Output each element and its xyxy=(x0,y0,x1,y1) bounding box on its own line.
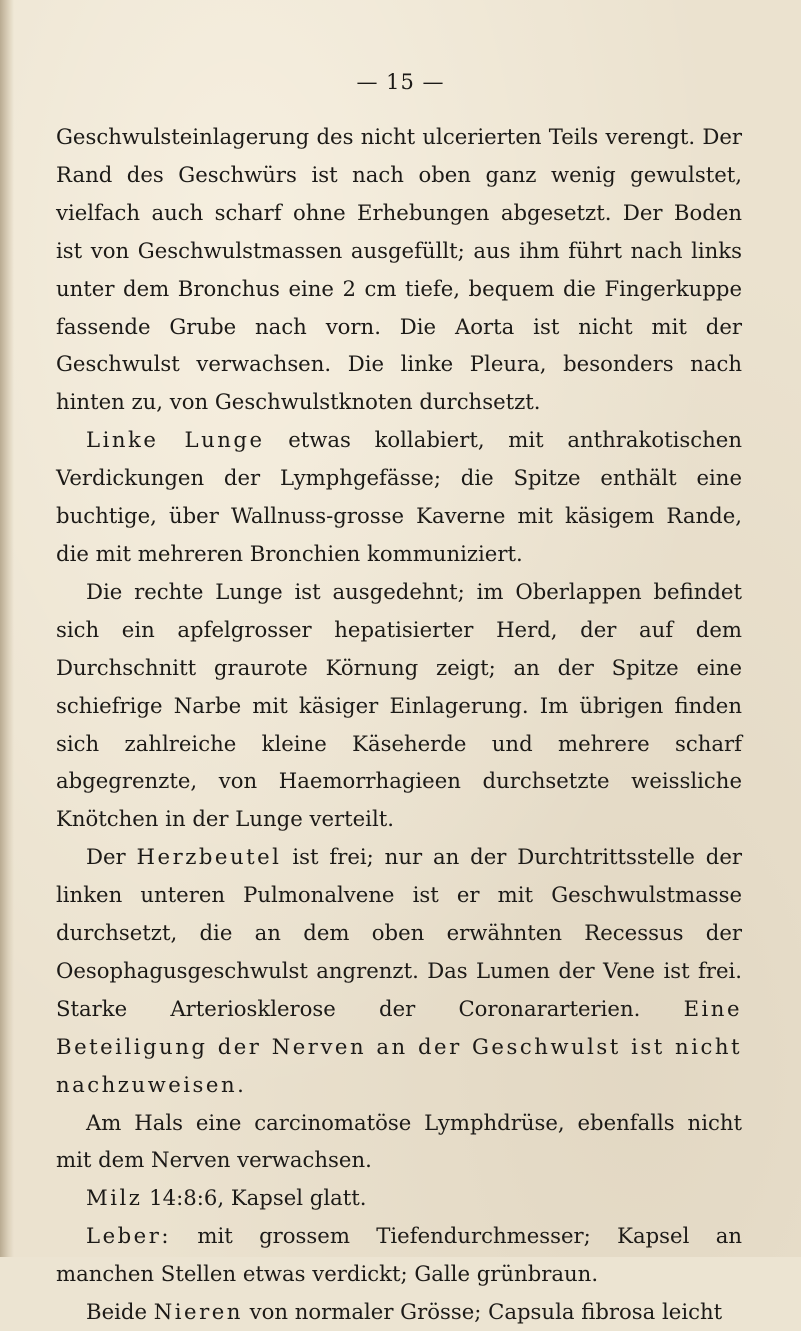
text-run: von normaler Grösse; Capsula fibrosa leicht xyxy=(242,1299,723,1325)
text-run: etwas kollabiert, mit anthrakotischen Verdickungen der Lymphgefässe; die Spitze enthält eine buchtige, über Wallnuss-grosse Kaverne mit käsigem Rande, die mit mehreren Bronchien kommuniziert. xyxy=(56,427,742,566)
body-text xyxy=(56,118,742,1331)
text-run: Der xyxy=(86,844,137,870)
text-run: Am Hals eine carcinomatöse Lymphdrüse, ebenfalls nicht mit dem Nerven verwachsen. xyxy=(56,1109,742,1173)
paragraph xyxy=(56,838,742,1103)
paragraph xyxy=(56,573,742,838)
paragraph xyxy=(56,1217,742,1293)
spaced-term: Milz xyxy=(86,1185,143,1211)
text-run: 14:8:6, Kapsel glatt. xyxy=(142,1185,367,1211)
spaced-term: Herzbeutel xyxy=(136,844,282,870)
paragraph xyxy=(56,118,742,421)
spaced-term: Nieren xyxy=(153,1299,243,1325)
spaced-term: Eine Beteiligung der Nerven an der Geschwulst ist nicht nachzuweisen. xyxy=(56,995,742,1097)
page-number: — 15 — xyxy=(356,70,445,94)
spaced-term: Leber: xyxy=(86,1223,171,1249)
paragraph xyxy=(56,421,742,573)
paragraph xyxy=(56,1179,742,1217)
text-run: Die rechte Lunge ist ausgedehnt; im Oberlappen befindet sich ein apfelgrosser hepatisierter Herd, der auf dem Durchschnitt graurote Körnung zeigt; an der Spitze eine schiefrige Narbe mit käsiger Einlagerung. Im übrigen finden sich zahlreiche kleine Käseherde und mehrere scharf abgegrenzte, von Haemorrhagieen durchsetzte weissliche Knötchen in der Lunge verteilt. xyxy=(56,578,742,832)
text-run: ist frei; nur an der Durchtrittsstelle der linken unteren Pulmonalvene ist er mit Geschwulstmasse durchsetzt, die an dem oben erwähnten Recessus der Oesophagusgeschwulst angrenzt. Das Lumen der Vene ist frei. Starke Arteriosklerose der Coronararterien. xyxy=(56,844,743,1021)
text-run: Beide xyxy=(86,1299,154,1325)
spaced-term: Linke Lunge xyxy=(86,427,265,453)
paragraph xyxy=(56,1104,742,1180)
text-run: Geschwulsteinlagerung des nicht ulcerierten Teils verengt. Der Rand des Geschwürs ist nach oben ganz wenig gewulstet, vielfach auch scharf ohne Erhebungen abgesetzt. Der Boden ist von Geschwulstmassen ausgefüllt; aus ihm führt nach links unter dem Bronchus eine 2 cm tiefe, bequem die Fingerkuppe fassende Grube nach vorn. Die Aorta ist nicht mit der Geschwulst verwachsen. Die linke Pleura, besonders nach hinten zu, von Geschwulstknoten durchsetzt. xyxy=(56,124,742,415)
text-run: mit grossem Tiefendurchmesser; Kapsel an manchen Stellen etwas verdickt; Galle grünbraun. xyxy=(56,1223,742,1287)
paragraph xyxy=(56,1293,742,1331)
page-binding-edge xyxy=(0,0,14,1257)
